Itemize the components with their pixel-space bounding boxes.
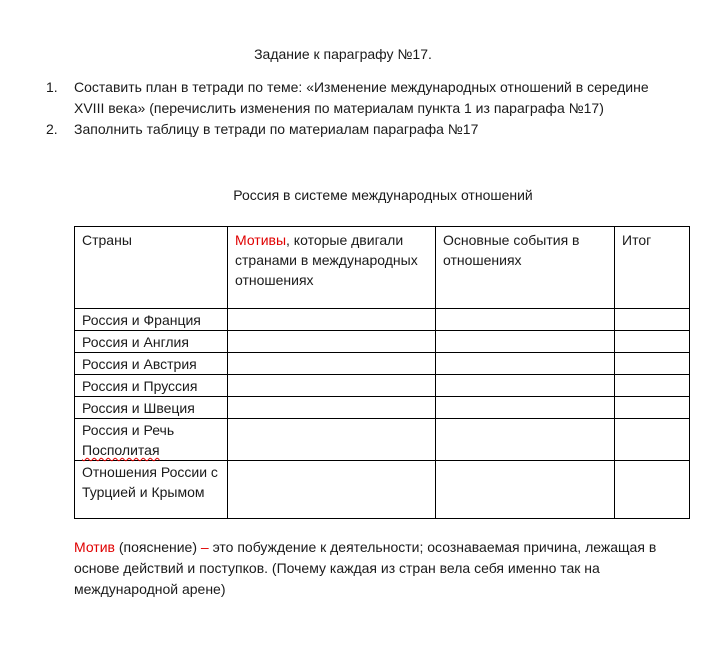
definition-text: это побуждение к деятельности; осознаваемая причина, лежащая в основе действий и поступков. (Почему каждая из стран вела себя именно так на международной арене) xyxy=(74,539,657,597)
page-title: Задание к параграфу №17. xyxy=(254,46,432,62)
motives-cell[interactable] xyxy=(228,331,436,353)
country-cell: Россия и Англия xyxy=(75,331,228,353)
task-number: 2. xyxy=(46,121,58,137)
country-cell: Россия и Пруссия xyxy=(75,375,228,397)
result-cell[interactable] xyxy=(615,419,690,461)
country-cell: Отношения России с Турцией и Крымом xyxy=(75,461,228,519)
header-countries: Страны xyxy=(75,227,228,309)
events-cell[interactable] xyxy=(436,419,615,461)
definition-dash: – xyxy=(200,539,209,555)
events-cell[interactable] xyxy=(436,397,615,419)
definition-paren: (пояснение) xyxy=(114,539,201,555)
events-cell[interactable] xyxy=(436,375,615,397)
motives-cell[interactable] xyxy=(228,375,436,397)
events-cell[interactable] xyxy=(436,461,615,519)
header-result: Итог xyxy=(615,227,690,309)
task-text: Составить план в тетради по теме: «Изменение международных отношений в середине XVIII века» (перечислить изменения по материалам пункта 1 из параграфа №17) xyxy=(74,79,649,116)
country-cell: Россия и Франция xyxy=(75,309,228,331)
table-header-row xyxy=(75,227,690,309)
table-row xyxy=(75,309,690,331)
header-motives-rest: , которые двигали странами в международных отношениях xyxy=(235,232,418,288)
result-cell[interactable] xyxy=(615,375,690,397)
header-motives-term: Мотивы xyxy=(235,232,287,248)
country-cell: Россия и Швеция xyxy=(75,397,228,419)
definition-term: Мотив xyxy=(74,539,115,555)
table-row xyxy=(75,397,690,419)
relations-table xyxy=(74,226,690,519)
table-row xyxy=(75,419,690,461)
table-row xyxy=(75,375,690,397)
task-item xyxy=(46,119,676,140)
events-cell[interactable] xyxy=(436,353,615,375)
country-cell: Россия и Австрия xyxy=(75,353,228,375)
result-cell[interactable] xyxy=(615,397,690,419)
result-cell[interactable] xyxy=(615,309,690,331)
result-cell[interactable] xyxy=(615,353,690,375)
motives-cell[interactable] xyxy=(228,419,436,461)
result-cell[interactable] xyxy=(615,331,690,353)
task-text: Заполнить таблицу в тетради по материалам параграфа №17 xyxy=(74,121,479,137)
task-number: 1. xyxy=(46,79,58,95)
events-cell[interactable] xyxy=(436,331,615,353)
table-row xyxy=(75,331,690,353)
table-row xyxy=(75,353,690,375)
country-cell xyxy=(75,419,228,461)
events-cell[interactable] xyxy=(436,309,615,331)
motives-cell[interactable] xyxy=(228,397,436,419)
motives-cell[interactable] xyxy=(228,461,436,519)
country-text: Россия и Речь xyxy=(82,422,175,438)
table-caption: Россия в системе международных отношений xyxy=(233,187,533,203)
result-cell[interactable] xyxy=(615,461,690,519)
header-events: Основные события в отношениях xyxy=(436,227,615,309)
motives-cell[interactable] xyxy=(228,309,436,331)
definition-paragraph xyxy=(74,537,694,600)
table-row xyxy=(75,461,690,519)
motives-cell[interactable] xyxy=(228,353,436,375)
spellcheck-word: Посполитая xyxy=(82,442,160,458)
task-list xyxy=(46,77,676,140)
task-item xyxy=(46,77,676,119)
header-motives xyxy=(228,227,436,309)
